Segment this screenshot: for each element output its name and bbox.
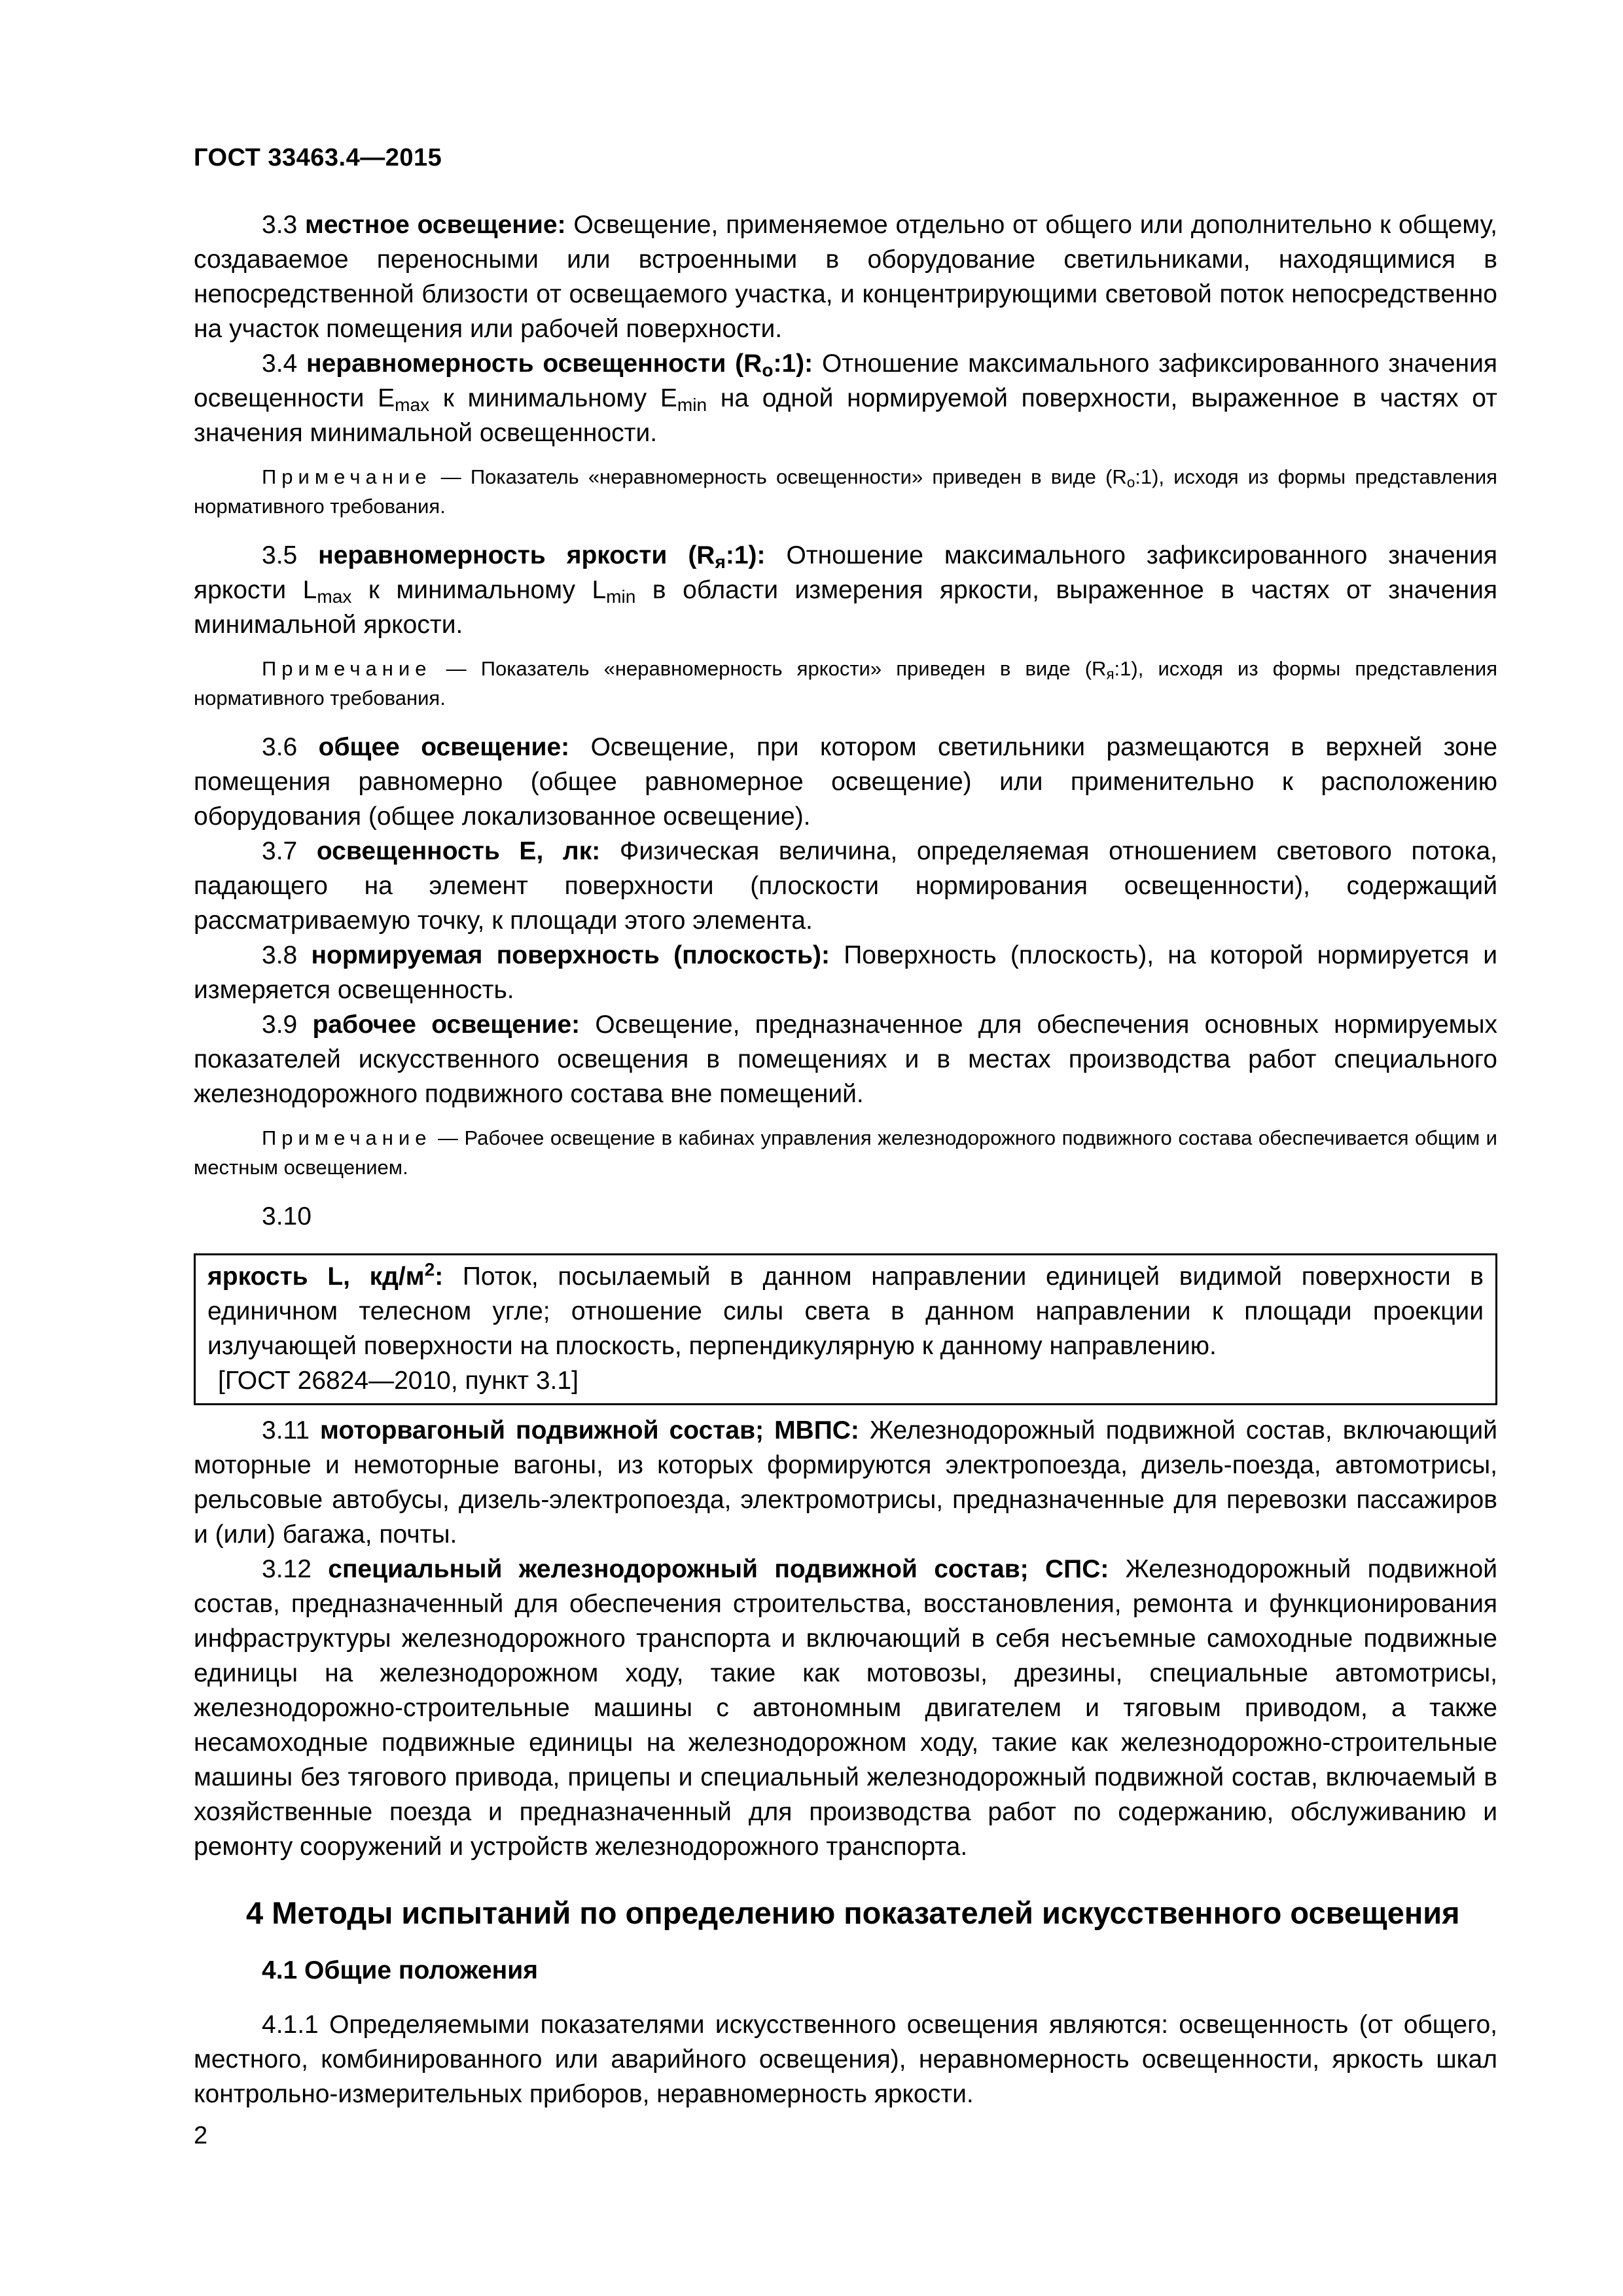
definition: Освещение, при котором светильники размещаются в верхней зоне помещения равномерно (общее равномерное освещение) или применительно к расположению оборудования (общее локализованное освещение). (194, 733, 1498, 831)
term: неравномерность освещенности $(R_о:1)$: (306, 350, 813, 381)
note-label: Примечание (262, 1126, 432, 1149)
term: моторвагоный подвижной состав; МВПС: (320, 1416, 859, 1444)
document-header: ГОСТ 33463.4—2015 (194, 144, 442, 171)
definition: Железнодорожный подвижной состав, предназначенный для обеспечения строительства, восстановления, ремонта и функционирования инфраструктуры железнодорожного транспорта и включающий в себя несъемные самоходные подвижные единицы на железнодорожном ходу, такие как мотовозы, дрезины, специальные автомотрисы, железнодорожно-строительные машины с автономным двигателем и тяговым приводом, а также несамоходные подвижные единицы на железнодорожном ходу, такие как железнодорожно-строительные машины без тягового привода, прицепы и специальный железнодорожный подвижной состав, включаемый в хозяйственные поезда и предназначенный для производства работ по содержанию, обслуживанию и ремонту сооружений и устройств железнодорожного транспорта. (194, 1555, 1497, 1861)
definition: Освещение, предназначенное для обеспечения основных нормируемых показателей искусственного освещения в помещениях и в местах производства работ специального железнодорожного подвижного состава вне помещений. (194, 1011, 1497, 1108)
clause-3-7 (194, 834, 1497, 938)
clause-3-10-number: 3.10 (262, 1202, 312, 1230)
definition: Физическая величина, определяемая отношением светового потока, падающего на элемент поверхности (плоскости нормирования освещенности), содержащий рассматриваемую точку, к площади этого элемента. (194, 837, 1497, 935)
clause-number: 3.3 (262, 211, 298, 239)
clause-4-1-1 (194, 2007, 1497, 2111)
clause-number: 3.7 (262, 837, 298, 865)
clause-3-4: 3.4 неравномерность освещенности $(R_о:1)$: Отношение максимального зафиксированного значения освещенности $E_{max}$ к минимальному $E_{min}$ на одной нормируемой поверхности, выраженное в частях от значения минимальной освещенности. (194, 350, 1498, 447)
definition: Освещение, применяемое отдельно от общего или дополнительно к общему, создаваемое переносными или встроенными в оборудование светильниками, находящимися в непосредственной близости от освещаемого участка, и концентрирующими световой поток непосредственно на участок помещения или рабочей поверхности. (194, 211, 1497, 343)
document-page (194, 144, 1497, 2150)
clause-number: 3.11 (262, 1416, 310, 1444)
clause-3-12 (194, 1552, 1497, 1864)
definition: Железнодорожный подвижной состав, включающий моторные и немоторные вагоны, из которых формируются электропоезда, дизель-поезда, автомотрисы, рельсовые автобусы, дизель-электропоезда, электромотрисы, предназначенные для перевозки пассажиров и (или) багажа, почты. (194, 1416, 1498, 1549)
note-2: Примечание — Показатель «неравномерность яркости» приведен в виде $(R_я:1)$, исходя из формы представления нормативного требования. (194, 657, 1497, 709)
term: неравномерность яркости $(R_я:1)$: (318, 541, 766, 573)
clause-3-10-box (194, 1253, 1497, 1405)
clause-3-5: 3.5 неравномерность яркости $(R_я:1)$: Отношение максимального зафиксированного значения яркости $L_{max}$ к минимальному $L_{min}$ в области измерения яркости, выраженное в частях от значения минимальной яркости. (194, 541, 1498, 639)
clause-3-8 (194, 938, 1497, 1007)
clause-3-3 (194, 207, 1497, 346)
term: специальный железнодорожный подвижной состав; СПС: (328, 1555, 1109, 1583)
term: освещенность E, лк: (316, 837, 601, 865)
clause-number: 4.1.1 (262, 2011, 319, 2039)
page-number: 2 (194, 2122, 208, 2149)
section-4-heading: 4 Методы испытаний по определению показателей искусственного освещения (246, 1895, 1460, 1930)
definition: Поверхность (плоскость), на которой нормируется и измеряется освещенность. (194, 941, 1497, 1004)
clause-3-6 (194, 730, 1497, 834)
note-label: Примечание (262, 657, 432, 680)
clause-number: 3.8 (262, 941, 298, 969)
clause-number: 3.4 (262, 350, 298, 378)
clause-number: 3.12 (262, 1555, 312, 1583)
term: местное освещение: (304, 211, 566, 239)
clause-3-10 (207, 1259, 1484, 1363)
clause-3-11 (194, 1413, 1497, 1552)
subsection-4-1-heading: 4.1 Общие положения (262, 1956, 538, 1984)
term: рабочее освещение: (312, 1011, 580, 1039)
term: нормируемая поверхность (плоскость): (311, 941, 830, 969)
note-3: Примечание — Рабочее освещение в кабинах управления железнодорожного подвижного состава обеспечивается общим и местным освещением. (194, 1126, 1497, 1179)
clause-number: 3.9 (262, 1011, 298, 1039)
note-label: Примечание (262, 465, 432, 488)
source-reference: [ГОСТ 26824—2010, пункт 3.1] (218, 1367, 579, 1395)
clause-number: 3.6 (262, 733, 298, 761)
clause-3-9 (194, 1007, 1497, 1111)
note-1: Примечание — Показатель «неравномерность освещенности» приведен в виде $(R_о:1)$, исходя из формы представления нормативного требования. (194, 465, 1497, 518)
clause-number: 3.5 (262, 541, 298, 569)
definition: Определяемыми показателями искусственного освещения являются: освещенность (от общего, местного, комбинированного или аварийного освещения), неравномерность освещенности, яркость шкал контрольно-измерительных приборов, неравномерность яркости. (194, 2011, 1497, 2108)
definition: Поток, посылаемый в данном направлении единицей видимой поверхности в единичном телесном угле; отношение силы света в данном направлении к площади проекции излучающей поверхности на плоскость, перпендикулярную к данному направлению. (207, 1263, 1484, 1360)
term: общее освещение: (318, 733, 570, 761)
term: яркость L, $кд/м^2$: (207, 1259, 444, 1291)
